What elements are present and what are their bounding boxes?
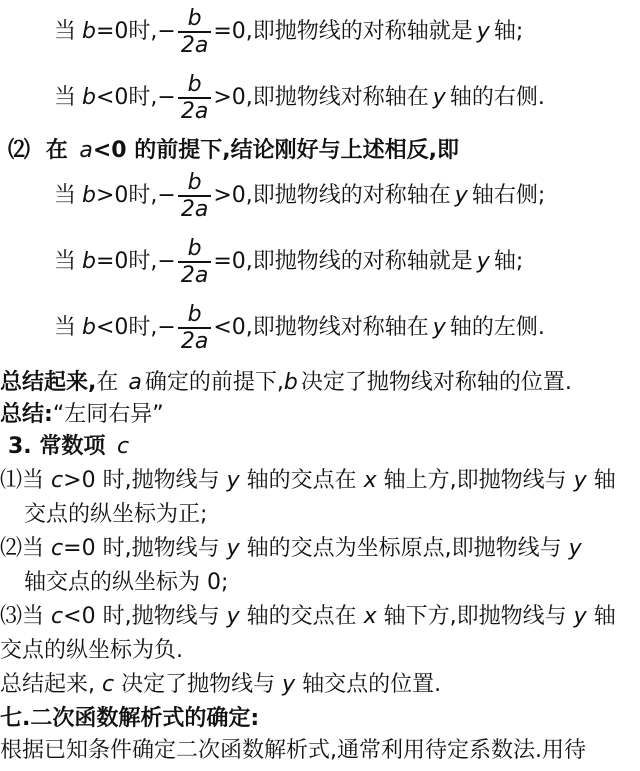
c-negative-line-2 bbox=[0, 638, 640, 664]
text: 轴右侧; bbox=[471, 183, 546, 209]
minus-sign: − bbox=[157, 183, 176, 209]
condition: <0 bbox=[95, 315, 129, 341]
text: 轴下方,即抛物线与 bbox=[383, 604, 567, 629]
numerator: b bbox=[178, 170, 211, 197]
text: 轴 bbox=[593, 468, 616, 493]
condition: =0 bbox=[95, 19, 129, 45]
text: 轴的右侧. bbox=[449, 85, 545, 111]
var-y: y bbox=[454, 183, 468, 209]
text: ,即抛物线对称轴在 bbox=[245, 315, 429, 341]
var-b: b bbox=[82, 249, 96, 275]
var-b: b bbox=[82, 183, 96, 209]
summary-line-1 bbox=[0, 370, 640, 396]
var-y: y bbox=[226, 468, 240, 493]
summary-label: 总结起来, bbox=[0, 370, 97, 395]
section-title: 七.二次函数解析式的确定: bbox=[0, 706, 260, 731]
denominator: 2a bbox=[180, 33, 209, 59]
condition-b-negative-line-2 bbox=[54, 302, 640, 355]
fraction-b-over-2a bbox=[178, 170, 211, 223]
text: ,即抛物线的对称轴在 bbox=[245, 183, 451, 209]
condition-b-zero-line bbox=[54, 6, 640, 59]
var-y: y bbox=[476, 249, 490, 275]
text: 当 bbox=[54, 249, 77, 275]
summary-line-2 bbox=[0, 402, 640, 428]
text: 当 bbox=[54, 183, 77, 209]
c-zero-line-1 bbox=[0, 536, 640, 562]
item-number: ⑴ bbox=[0, 468, 23, 493]
var-c: c bbox=[117, 434, 130, 459]
var-y: y bbox=[226, 604, 240, 629]
text: 时, bbox=[128, 183, 158, 209]
text: 决定了抛物线与 bbox=[121, 672, 276, 697]
text: 时, bbox=[128, 19, 158, 45]
text: 时, bbox=[128, 85, 158, 111]
section-2-heading bbox=[8, 138, 640, 164]
numerator: b bbox=[178, 236, 211, 263]
relation: >0 bbox=[213, 183, 246, 209]
section-7-heading bbox=[0, 706, 640, 732]
fraction-b-over-2a bbox=[178, 302, 211, 355]
var-c: c bbox=[51, 604, 64, 629]
var-y: y bbox=[432, 85, 446, 111]
text: ,即抛物线对称轴在 bbox=[245, 85, 429, 111]
var-x: x bbox=[363, 468, 377, 493]
text: 决定了抛物线对称轴的位置. bbox=[300, 370, 572, 395]
var-b: b bbox=[82, 19, 96, 45]
var-a: a bbox=[79, 138, 93, 163]
text: 时, bbox=[128, 249, 158, 275]
c-zero-line-2 bbox=[24, 570, 640, 596]
item-number: ⑵ bbox=[0, 536, 23, 561]
var-c: c bbox=[102, 672, 115, 697]
item-number: ⑶ bbox=[0, 604, 23, 629]
text: 在 bbox=[96, 370, 119, 395]
condition: <0 bbox=[95, 85, 129, 111]
text: 时,抛物线与 bbox=[102, 468, 220, 493]
text: 当 bbox=[54, 85, 77, 111]
denominator: 2a bbox=[180, 263, 209, 289]
var-c: c bbox=[51, 468, 64, 493]
c-negative-line-1 bbox=[0, 604, 640, 630]
var-b: b bbox=[283, 370, 298, 395]
var-a: a bbox=[128, 370, 142, 395]
condition: =0 bbox=[63, 536, 96, 561]
text: 时, bbox=[128, 315, 158, 341]
text: ,即抛物线的对称轴就是 bbox=[245, 249, 473, 275]
var-x: x bbox=[363, 604, 377, 629]
denominator: 2a bbox=[180, 99, 209, 125]
text: 确定的前提下, bbox=[144, 370, 284, 395]
fraction-b-over-2a bbox=[178, 236, 211, 289]
condition-b-positive-line bbox=[54, 170, 640, 223]
var-c: c bbox=[51, 536, 64, 561]
condition: <0 bbox=[63, 604, 96, 629]
text: 轴 bbox=[593, 604, 616, 629]
text: 当 bbox=[54, 315, 77, 341]
text: 时,抛物线与 bbox=[102, 536, 220, 561]
var-y: y bbox=[573, 604, 587, 629]
text: 在 bbox=[45, 138, 68, 163]
summary-label: 总结: bbox=[0, 402, 53, 427]
var-y: y bbox=[573, 468, 587, 493]
text: ,即抛物线的对称轴就是 bbox=[245, 19, 473, 45]
text: 时,抛物线与 bbox=[102, 604, 220, 629]
c-positive-line-1 bbox=[0, 468, 640, 494]
var-y: y bbox=[476, 19, 490, 45]
text: 轴的左侧. bbox=[449, 315, 545, 341]
var-b: b bbox=[82, 85, 96, 111]
fraction-b-over-2a bbox=[178, 6, 211, 59]
text: 轴交点的位置. bbox=[302, 672, 442, 697]
var-y: y bbox=[432, 315, 446, 341]
condition-b-zero-line-2 bbox=[54, 236, 640, 289]
var-y: y bbox=[226, 536, 240, 561]
condition: =0 bbox=[95, 249, 129, 275]
condition-b-negative-line bbox=[54, 72, 640, 125]
text: 当 bbox=[22, 536, 45, 561]
minus-sign: − bbox=[157, 315, 176, 341]
text: 交点的纵坐标为负. bbox=[0, 638, 183, 663]
numerator: b bbox=[178, 302, 211, 329]
text: 轴的交点在 bbox=[246, 604, 357, 629]
condition: >0 bbox=[63, 468, 96, 493]
section-title: 3. 常数项 bbox=[8, 434, 106, 459]
minus-sign: − bbox=[157, 249, 176, 275]
section-3-heading bbox=[8, 434, 640, 460]
summary-line-3 bbox=[0, 672, 640, 698]
relation: <0 bbox=[213, 315, 246, 341]
text: 当 bbox=[22, 468, 45, 493]
numerator: b bbox=[178, 72, 211, 99]
relation: >0 bbox=[213, 85, 246, 111]
fraction-b-over-2a bbox=[178, 72, 211, 125]
text: 当 bbox=[54, 19, 77, 45]
relation: =0 bbox=[213, 19, 246, 45]
text: 轴上方,即抛物线与 bbox=[383, 468, 567, 493]
var-y: y bbox=[568, 536, 582, 561]
minus-sign: − bbox=[157, 19, 176, 45]
text: 总结起来, bbox=[0, 672, 95, 697]
last-line bbox=[0, 738, 640, 764]
section-number: ⑵ bbox=[8, 138, 31, 163]
text: 轴; bbox=[493, 249, 524, 275]
text: 根据已知条件确定二次函数解析式,通常利用待定系数法.用待 bbox=[0, 738, 586, 763]
condition: >0 bbox=[95, 183, 129, 209]
text: 交点的纵坐标为正; bbox=[24, 502, 208, 527]
text: 轴的交点在 bbox=[246, 468, 357, 493]
text: <0 的前提下,结论刚好与上述相反,即 bbox=[92, 138, 459, 163]
denominator: 2a bbox=[180, 197, 209, 223]
var-y: y bbox=[282, 672, 296, 697]
text: 轴交点的纵坐标为 0; bbox=[24, 570, 229, 595]
denominator: 2a bbox=[180, 329, 209, 355]
var-b: b bbox=[82, 315, 96, 341]
text: 当 bbox=[22, 604, 45, 629]
c-positive-line-2 bbox=[24, 502, 640, 528]
text: 轴; bbox=[493, 19, 524, 45]
relation: =0 bbox=[213, 249, 246, 275]
numerator: b bbox=[178, 6, 211, 33]
text: “左同右异” bbox=[52, 402, 164, 427]
text: 轴的交点为坐标原点,即抛物线与 bbox=[246, 536, 562, 561]
minus-sign: − bbox=[157, 85, 176, 111]
